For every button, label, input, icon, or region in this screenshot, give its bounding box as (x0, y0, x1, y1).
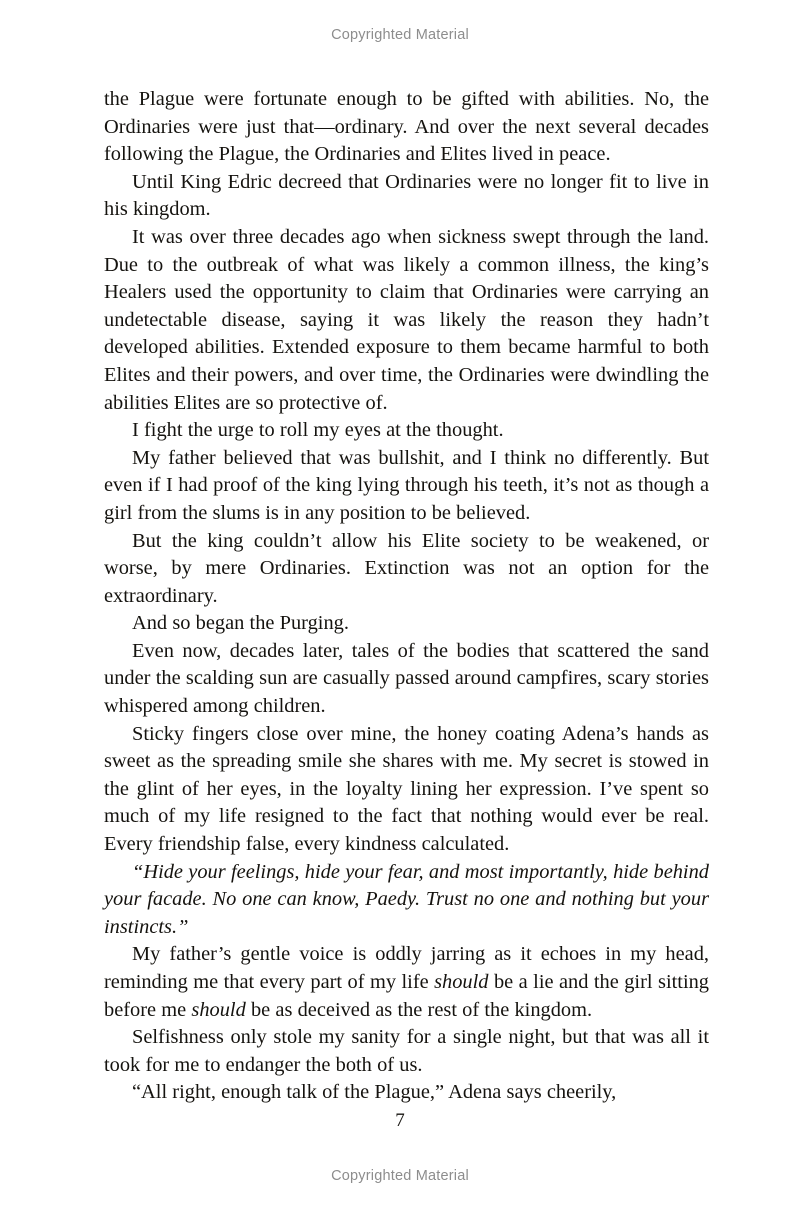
paragraph: I fight the urge to roll my eyes at the thought. (132, 419, 504, 442)
paragraph: And so began the Purging. (132, 612, 349, 635)
paragraph: But the king couldn’t allow his Elite society to be weakened, or worse, by mere Ordinaries. Extinction was not an option for the extraordinary. (104, 529, 709, 607)
running-head: Copyrighted Material (331, 27, 469, 43)
emphasis: should (434, 971, 489, 993)
paragraph: Until King Edric decreed that Ordinaries were no longer fit to live in his kingdom. (104, 170, 709, 221)
paragraph: My father believed that was bullshit, and I think no differently. But even if I had proof of the king lying through his teeth, it’s not as though a girl from the slums is in any position to be believed. (104, 446, 709, 524)
paragraph: Even now, decades later, tales of the bodies that scattered the sand under the scalding sun are casually passed around campfires, scary stories whispered among children. (104, 639, 709, 718)
paragraph: “All right, enough talk of the Plague,” Adena says cheerily, (132, 1081, 617, 1104)
paragraph: “Hide your feelings, hide your fear, and most importantly, hide behind your facade. No one can know, Paedy. Trust no one and nothing but your instincts.” (104, 860, 709, 938)
emphasis: should (191, 998, 246, 1021)
body-text-block (104, 86, 709, 1107)
paragraph: It was over three decades ago when sickness swept through the land. Due to the outbreak of what was likely a common illness, the king’s Healers used the opportunity to claim that Ordinaries were carrying an undetectable disease, saying it was likely the reason they hadn’t developed abilities. Extended exposure to them became harmful to both Elites and their powers, and over time, the Ordinaries were dwindling the abilities Elites are so protective of. (104, 225, 709, 414)
running-foot: Copyrighted Material (331, 1168, 469, 1184)
paragraph: the Plague were fortunate enough to be gifted with abilities. No, the Ordinaries were just that—ordinary. And over the next several decades following the Plague, the Ordinaries and Elites lived in peace. (104, 88, 709, 166)
paragraph: Sticky fingers close over mine, the honey coating Adena’s hands as sweet as the spreading smile she shares with me. My secret is stowed in the glint of her eyes, in the loyalty lining her expression. I’ve spent so much of my life resigned to the fact that nothing would ever be real. Every friendship false, every kindness calculated. (104, 722, 709, 856)
page-number: 7 (395, 1110, 405, 1131)
paragraph: My father’s gentle voice is oddly jarring as it echoes in my head, reminding me that every part of my life should be a lie and the girl sitting before me should be as deceived as the rest of the kingdom. (104, 943, 709, 1021)
paragraph: Selfishness only stole my sanity for a single night, but that was all it took for me to endanger the both of us. (104, 1026, 709, 1076)
